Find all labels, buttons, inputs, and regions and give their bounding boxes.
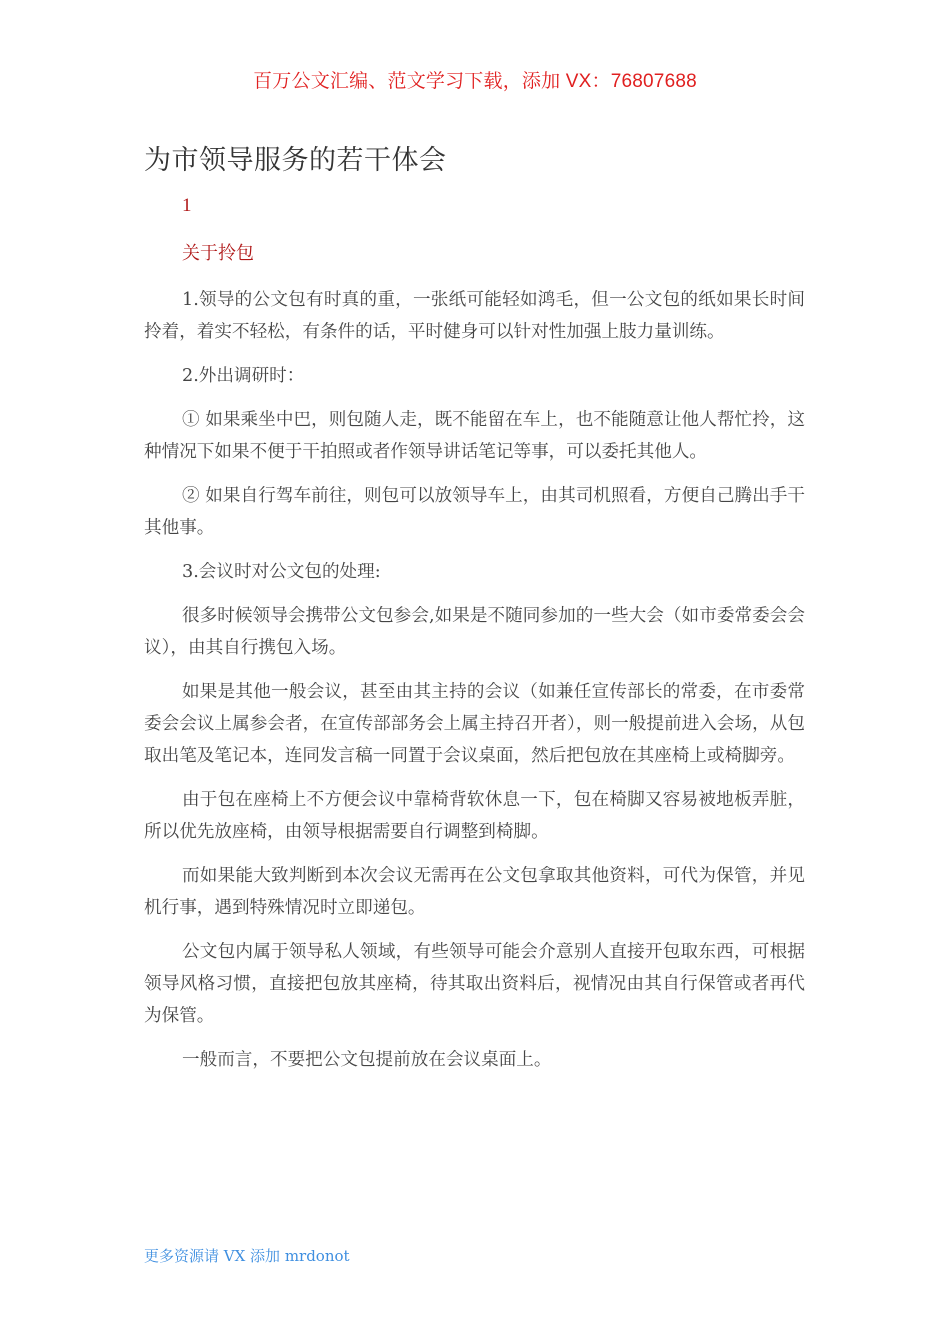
document-body xyxy=(144,190,805,1088)
paragraph: 一般而言，不要把公文包提前放在会议桌面上。 xyxy=(182,1050,552,1070)
paragraph: 如果是其他一般会议，甚至由其主持的会议（如兼任宣传部长的常委，在市委常委会会议上属参会者，在宣传部部务会上属主持召开者），则一般提前进入会场，从包取出笔及笔记本，连同发言稿一同置于会议桌面，然后把包放在其座椅上或椅脚旁。 xyxy=(144,682,805,766)
paragraph: 2.外出调研时： xyxy=(182,366,305,386)
paragraph: 1.领导的公文包有时真的重，一张纸可能轻如鸿毛，但一公文包的纸如果长时间拎着，着实不轻松，有条件的话，平时健身可以针对性加强上肢力量训练。 xyxy=(144,290,805,342)
paragraph: ① 如果乘坐中巴，则包随人走，既不能留在车上，也不能随意让他人帮忙拎，这种情况下如果不便于干拍照或者作领导讲话笔记等事，可以委托其他人。 xyxy=(144,410,805,462)
footer-note: 更多资源请 VX 添加 mrdonot xyxy=(144,1247,350,1265)
paragraph: 而如果能大致判断到本次会议无需再在公文包拿取其他资料，可代为保管，并见机行事，遇到特殊情况时立即递包。 xyxy=(144,866,805,918)
document-title: 为市领导服务的若干体会 xyxy=(144,145,447,176)
paragraph: 很多时候领导会携带公文包参会,如果是不随同参加的一些大会（如市委常委会会议），由其自行携包入场。 xyxy=(144,606,805,658)
section-number: 1 xyxy=(182,195,192,216)
paragraph: ② 如果自行驾车前往，则包可以放领导车上，由其司机照看，方便自己腾出手干其他事。 xyxy=(144,486,805,538)
promo-banner: 百万公文汇编、范文学习下载，添加 VX：76807688 xyxy=(253,71,697,92)
paragraph: 公文包内属于领导私人领域，有些领导可能会介意别人直接开包取东西，可根据领导风格习惯，直接把包放其座椅，待其取出资料后，视情况由其自行保管或者再代为保管。 xyxy=(144,942,805,1026)
paragraph: 3.会议时对公文包的处理: xyxy=(182,562,381,582)
paragraph: 由于包在座椅上不方便会议中靠椅背软休息一下，包在椅脚又容易被地板弄脏，所以优先放座椅，由领导根据需要自行调整到椅脚。 xyxy=(144,790,805,842)
section-heading: 关于拎包 xyxy=(182,243,254,264)
